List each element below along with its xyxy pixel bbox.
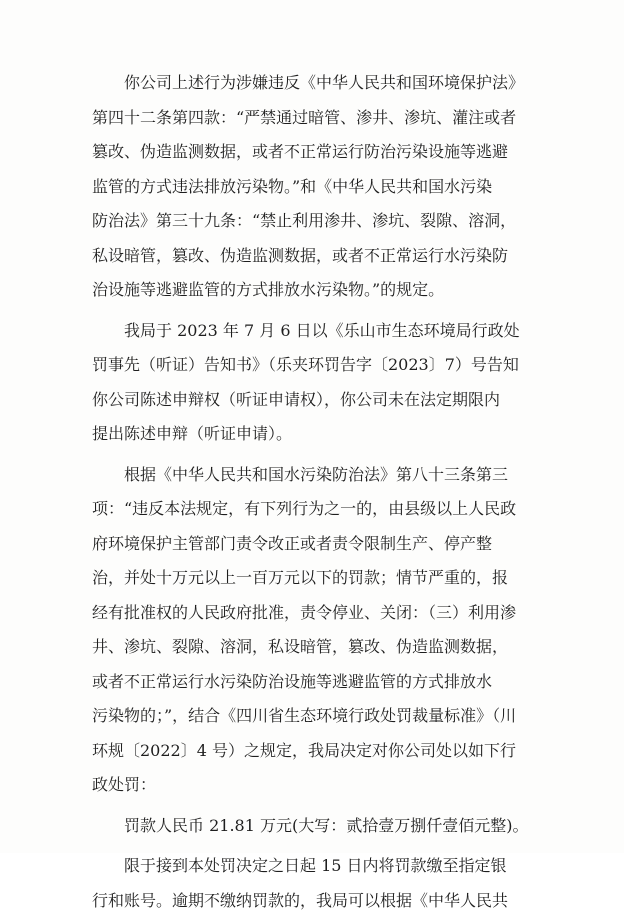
text-line: 治，并处十万元以上一百万元以下的罚款；情节严重的，报 xyxy=(92,561,552,596)
text-line: 你公司上述行为涉嫌违反《中华人民共和国环境保护法》 xyxy=(92,66,552,101)
paragraph-fine-amount xyxy=(92,809,552,844)
text-line: 提出陈述申辩（听证申请）。 xyxy=(92,417,552,452)
text-line: 或者不正常运行水污染防治设施等逃避监管的方式排放水 xyxy=(92,665,552,700)
text-line: 我局于 2023 年 7 月 6 日以《乐山市生态环境局行政处 xyxy=(92,314,552,349)
text-line: 行和账号。逾期不缴纳罚款的，我局可以根据《中华人民共 xyxy=(92,884,552,918)
text-line: 井、渗坑、裂隙、溶洞，私设暗管，篡改、伪造监测数据， xyxy=(92,630,552,665)
text-line: 污染物的；”，结合《四川省生态环境行政处罚裁量标准》（川 xyxy=(92,699,552,734)
text-line: 政处罚： xyxy=(92,768,552,803)
text-line: 篡改、伪造监测数据，或者不正常运行防治污染设施等逃避 xyxy=(92,135,552,170)
paragraph-payment-deadline xyxy=(92,849,552,918)
text-line: 第四十二条第四款：“严禁通过暗管、渗井、渗坑、灌注或者 xyxy=(92,101,552,136)
text-line: 经有批准权的人民政府批准，责令停业、关闭：（三）利用渗 xyxy=(92,596,552,631)
text-line: 监管的方式违法排放污染物。”和《中华人民共和国水污染 xyxy=(92,170,552,205)
document-body xyxy=(92,66,552,918)
text-line: 限于接到本处罚决定之日起 15 日内将罚款缴至指定银 xyxy=(92,849,552,884)
text-line: 根据《中华人民共和国水污染防治法》第八十三条第三 xyxy=(92,458,552,493)
text-line: 你公司陈述申辩权（听证申请权），你公司未在法定期限内 xyxy=(92,383,552,418)
text-line: 罚事先（听证）告知书》（乐夹环罚告字〔2023〕7）号告知 xyxy=(92,348,552,383)
text-line: 治设施等逃避监管的方式排放水污染物。”的规定。 xyxy=(92,273,552,308)
paragraph-legal-basis xyxy=(92,458,552,803)
paragraph-notice xyxy=(92,314,552,452)
text-line: 项：“违反本法规定，有下列行为之一的，由县级以上人民政 xyxy=(92,492,552,527)
paragraph-violation xyxy=(92,66,552,308)
text-line: 环规〔2022〕4 号）之规定，我局决定对你公司处以如下行 xyxy=(92,734,552,769)
text-line: 私设暗管，篡改、伪造监测数据，或者不正常运行水污染防 xyxy=(92,239,552,274)
text-line: 府环境保护主管部门责令改正或者责令限制生产、停产整 xyxy=(92,527,552,562)
text-line: 罚款人民币 21.81 万元(大写：贰拾壹万捌仟壹佰元整)。 xyxy=(92,809,552,844)
text-line: 防治法》第三十九条：“禁止利用渗井、渗坑、裂隙、溶洞， xyxy=(92,204,552,239)
